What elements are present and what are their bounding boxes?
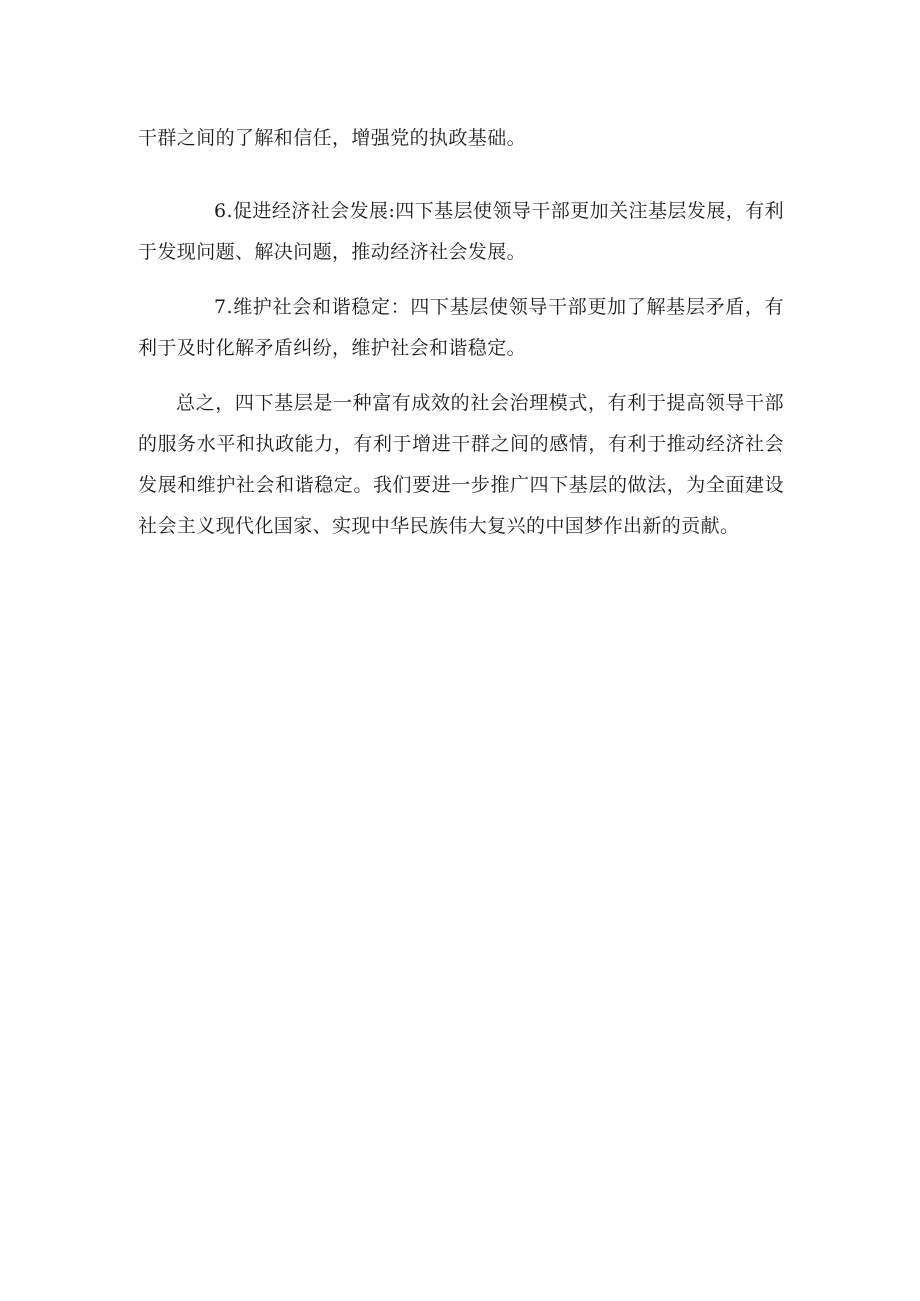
summary-paragraph: [138, 383, 784, 547]
list-item-paragraph: [138, 287, 784, 369]
continued-paragraph: [138, 118, 784, 159]
list-item-text: .促进经济社会发展:四下基层使领导干部更加关注基层发展，有利于发现问题、解决问题，推动经济社会发展。: [138, 200, 784, 263]
paragraph-text: 总之，四下基层是一种富有成效的社会治理模式，有利于提高领导干部的服务水平和执政能力，有利于增进干群之间的感情，有利于推动经济社会发展和维护社会和谐稳定。我们要进一步推广四下基层的做法，为全面建设社会主义现代化国家、实现中华民族伟大复兴的中国梦作出新的贡献。: [138, 392, 784, 537]
paragraph-text: 干群之间的了解和信任，增强党的执政基础。: [138, 127, 527, 149]
list-item-paragraph: [138, 191, 784, 273]
list-item-7: [138, 287, 784, 369]
list-item-6: [138, 191, 784, 273]
list-item-text: .维护社会和谐稳定：四下基层使领导干部更加了解基层矛盾，有利于及时化解矛盾纠纷，维护社会和谐稳定。: [138, 296, 784, 359]
list-item-number: 7: [214, 296, 227, 318]
list-item-number: 6: [214, 200, 227, 222]
